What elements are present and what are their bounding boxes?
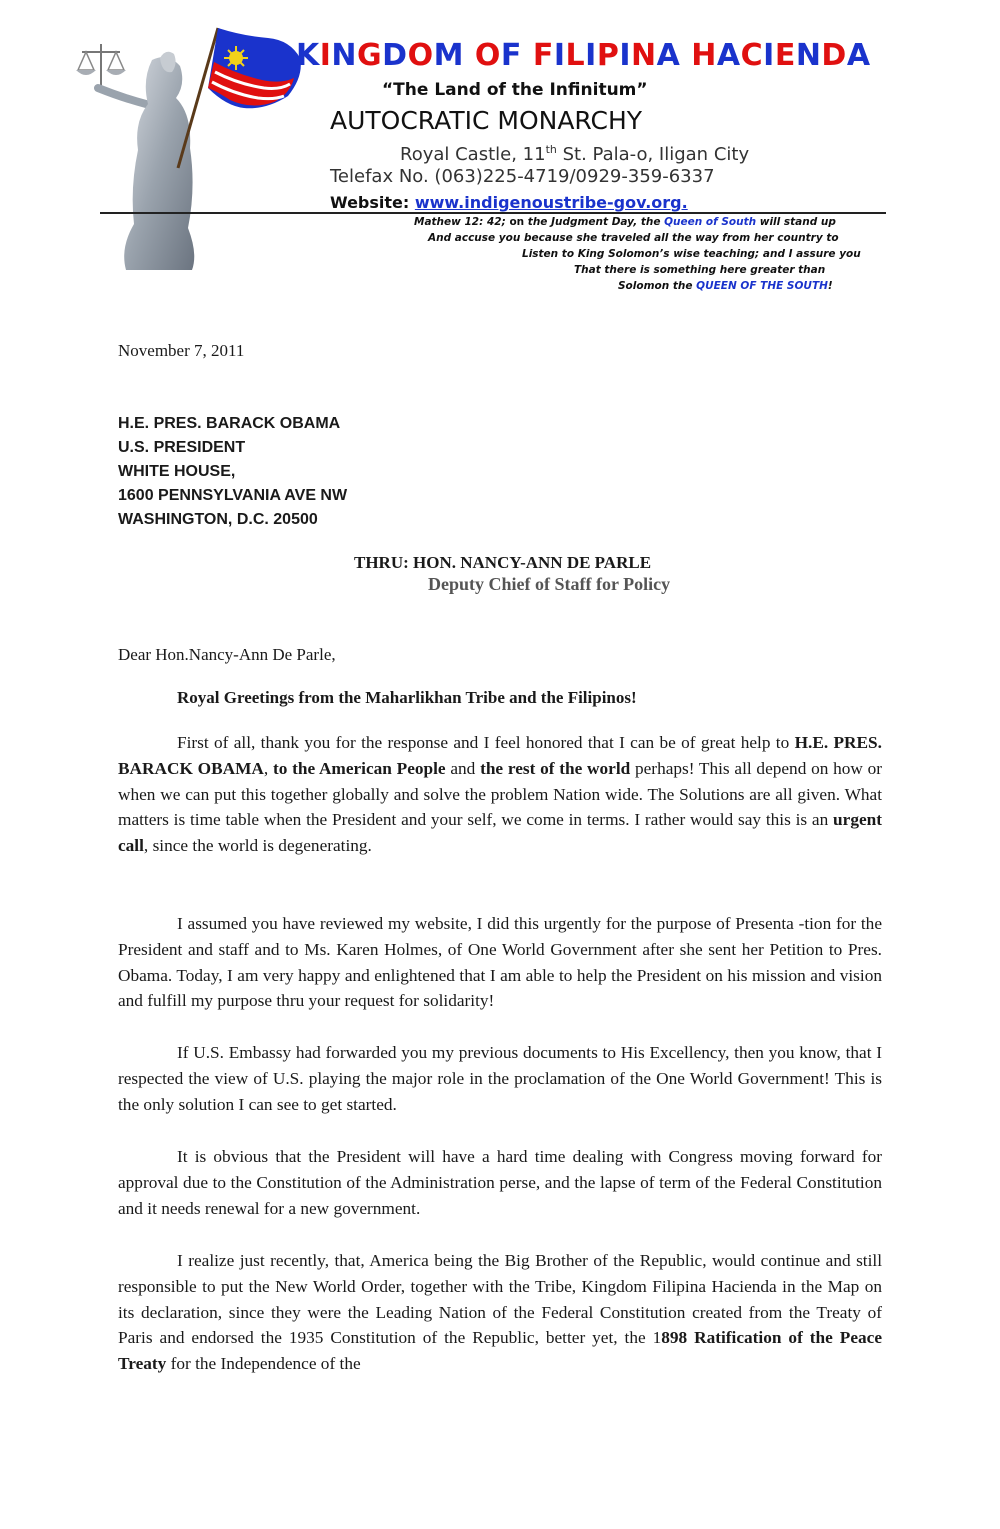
header-divider: [100, 212, 886, 214]
verse-line-1: Mathew 12: 42; on the Judgment Day, the Queen of South will stand up: [414, 216, 836, 228]
paragraph-3: If U.S. Embassy had forwarded you my previous documents to His Excellency, then you know, that I respected the view of U.S. playing the major role in the proclamation of the One World Government! This is the only solution I can see to get started.: [118, 1043, 882, 1114]
website-line: Website: www.indigenoustribe-gov.org.: [330, 193, 688, 212]
address-line: Royal Castle, 11th St. Pala-o, Iligan City: [400, 143, 750, 165]
recipient-line: U.S. PRESIDENT: [118, 439, 246, 456]
paragraph-2: I assumed you have reviewed my website, I did this urgently for the purpose of Presenta -tion for the President and staff and to Ms. Karen Holmes, of One World Government after she sent her Petition to Pres. Obama. Today, I am very happy and enlightened that I am able to help the President on his mission and vision and fulfill my purpose thru your request for solidarity!: [118, 914, 882, 1011]
monarchy-heading: AUTOCRATIC MONARCHY: [330, 106, 643, 135]
recipient-line: H.E. PRES. BARACK OBAMA: [118, 415, 341, 432]
kingdom-title: KINGDOM OF FILIPINA HACIENDA: [296, 38, 871, 73]
telefax-line: Telefax No. (063)225-4719/0929-359-6337: [330, 166, 715, 187]
thru-title: Deputy Chief of Staff for Policy: [428, 574, 671, 594]
tagline: “The Land of the Infinitum”: [382, 80, 648, 100]
paragraph-1: First of all, thank you for the response and I feel honored that I can be of great help to H.E. PRES. BARACK OBAMA, to the American People and the rest of the world perhaps! This all depend on how or when we can put this together globally and solve the problem Nation wide. The Solutions are all given. What matters is time table when the President and your self, we come in terms. I rather would say this is an urgent call, since the world is degenerating.: [118, 733, 883, 856]
verse-line-4: That there is something here greater than: [574, 264, 826, 276]
thru-line: THRU: HON. NANCY-ANN DE PARLE: [354, 553, 652, 572]
recipient-address: [118, 412, 347, 532]
letter-date: November 7, 2011: [118, 341, 245, 360]
paragraph-4: It is obvious that the President will have a hard time dealing with Congress moving forward for approval due to the Constitution of the Administration perse, and the lapse of term of the Federal Constitution and it needs renewal for a new government.: [118, 1147, 882, 1218]
salutation: Dear Hon.Nancy-Ann De Parle,: [118, 645, 336, 664]
paragraph-5: I realize just recently, that, America being the Big Brother of the Republic, would continue and still responsible to put the New World Order, together with the Tribe, Kingdom Filipina Hacienda in the Map on its declaration, since they were the Leading Nation of the Federal Constitution created from the Treaty of Paris and endorsed the 1935 Constitution of the Republic, better yet, the 1898 Ratification of the Peace Treaty for the Independence of the: [118, 1251, 882, 1374]
recipient-line: WASHINGTON, D.C. 20500: [118, 511, 318, 528]
greeting: Royal Greetings from the Maharlikhan Tribe and the Filipinos!: [177, 688, 637, 707]
recipient-line: 1600 PENNSYLVANIA AVE NW: [118, 487, 348, 504]
verse-line-2: And accuse you because she traveled all the way from her country to: [428, 232, 839, 244]
verse-line-5: Solomon the QUEEN OF THE SOUTH!: [618, 280, 833, 292]
verse-line-3: Listen to King Solomon’s wise teaching; and I assure you: [522, 248, 861, 260]
website-link[interactable]: www.indigenoustribe-gov.org.: [414, 193, 688, 212]
recipient-line: WHITE HOUSE,: [118, 463, 236, 480]
